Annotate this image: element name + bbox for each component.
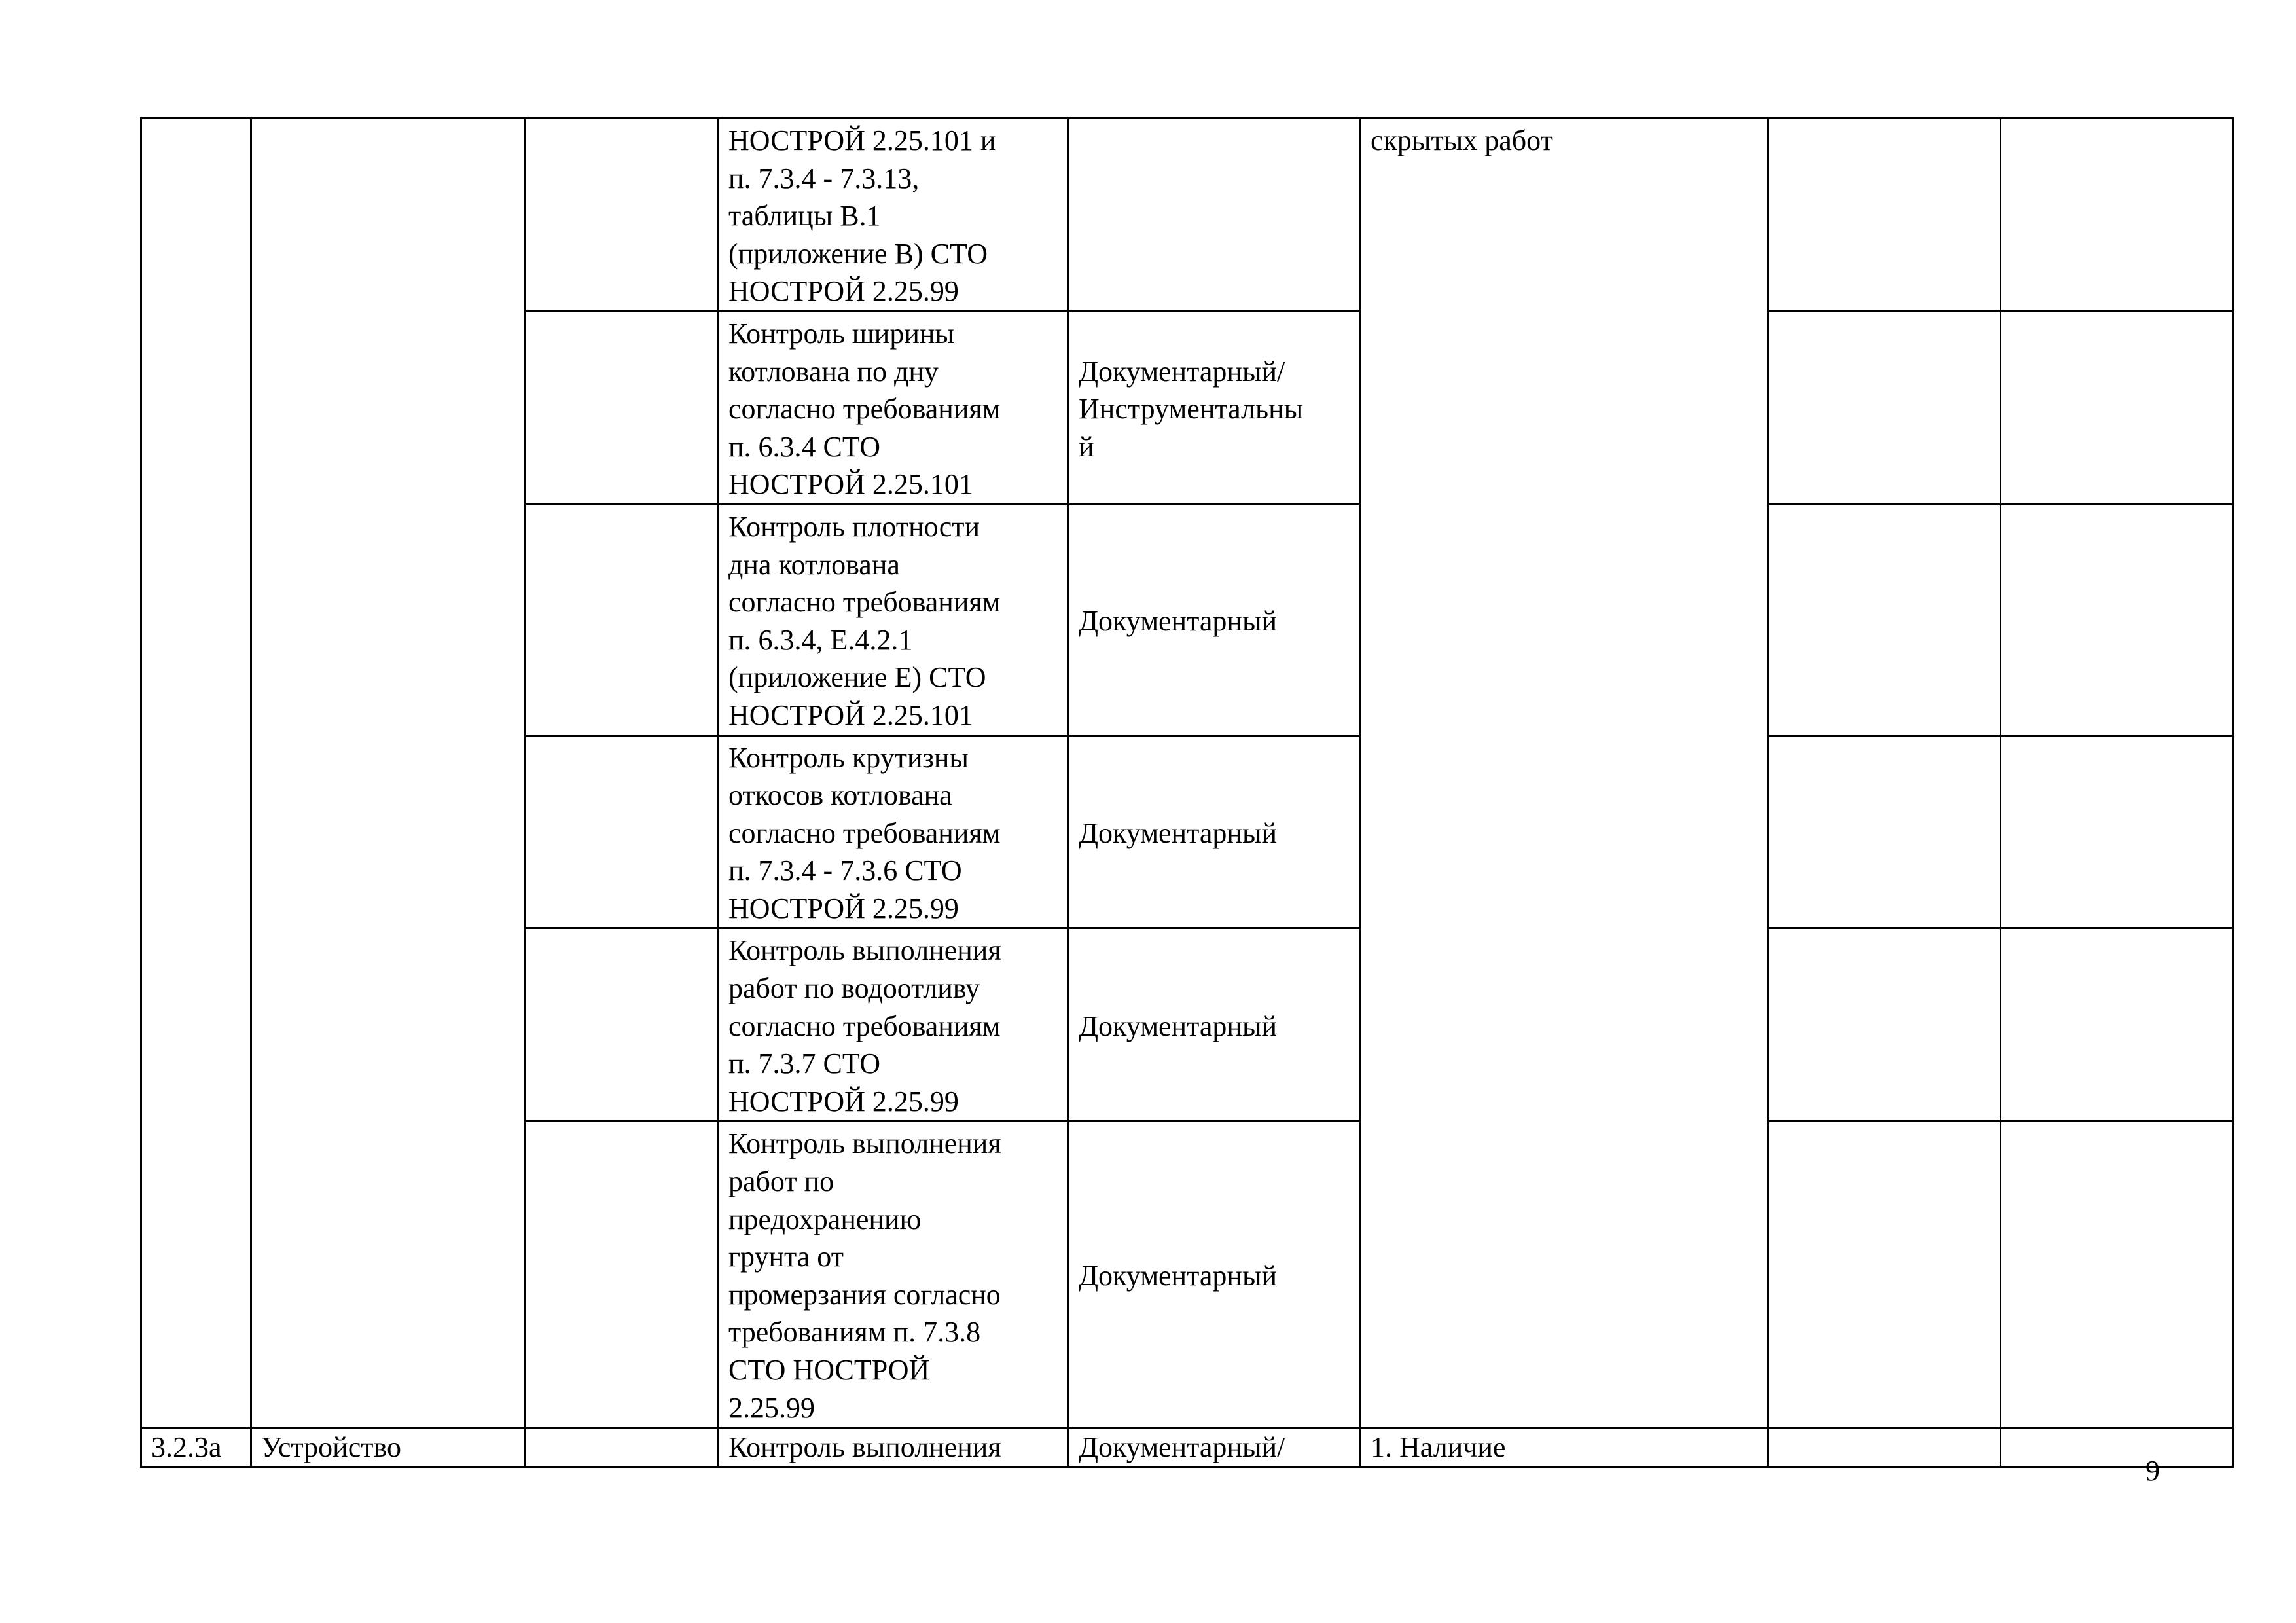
empty-cell — [2001, 735, 2233, 928]
empty-cell — [1768, 928, 2001, 1122]
empty-cell — [525, 311, 719, 504]
method-cell — [1069, 119, 1361, 312]
method-cell: Документарный/ Инструментальны й — [1069, 311, 1361, 504]
empty-cell — [2001, 1428, 2233, 1467]
empty-cell — [1768, 735, 2001, 928]
empty-cell — [2001, 504, 2233, 735]
number-cell — [141, 1428, 251, 1467]
documents-text: 1. Наличие — [1371, 1431, 1506, 1464]
requirement-cell: Контроль крутизны откосов котлована согласно требованиям п. 7.3.4 - 7.3.6 СТО НОСТРОЙ 2.25.99 — [719, 735, 1069, 928]
documents-cell — [1361, 1428, 1768, 1467]
empty-cell — [1768, 311, 2001, 504]
empty-cell — [1768, 1428, 2001, 1467]
method-cell: Документарный — [1069, 735, 1361, 928]
empty-cell — [2001, 1122, 2233, 1428]
method-text: Документарный/ — [1079, 1431, 1285, 1464]
method-cell: Документарный — [1069, 504, 1361, 735]
table-row — [141, 1428, 2233, 1467]
empty-cell — [525, 119, 719, 312]
empty-cell — [525, 1122, 719, 1428]
requirement-cell: Контроль выполнения работ по водоотливу согласно требованиям п. 7.3.7 СТО НОСТРОЙ 2.25.99 — [719, 928, 1069, 1122]
work-cell — [251, 1428, 525, 1467]
empty-cell — [2001, 928, 2233, 1122]
empty-cell — [1768, 1122, 2001, 1428]
item-number: 3.2.3а — [151, 1431, 222, 1464]
requirement-cell: Контроль ширины котлована по дну согласно требованиям п. 6.3.4 СТО НОСТРОЙ 2.25.101 — [719, 311, 1069, 504]
empty-cell — [525, 504, 719, 735]
method-cell: Документарный — [1069, 1122, 1361, 1428]
empty-cell — [2001, 311, 2233, 504]
method-cell: Документарный — [1069, 928, 1361, 1122]
empty-cell — [1768, 119, 2001, 312]
table-row — [141, 119, 2233, 312]
empty-cell — [2001, 119, 2233, 312]
requirement-cell: Контроль плотности дна котлована согласно требованиям п. 6.3.4, Е.4.2.1 (приложение Е) СТО НОСТРОЙ 2.25.101 — [719, 504, 1069, 735]
empty-cell — [525, 928, 719, 1122]
work-name: Устройство — [261, 1431, 401, 1464]
documents-cell: скрытых работ — [1361, 119, 1768, 1428]
inspection-table — [140, 117, 2234, 1468]
requirement-cell: НОСТРОЙ 2.25.101 и п. 7.3.4 - 7.3.13, таблицы В.1 (приложение В) СТО НОСТРОЙ 2.25.99 — [719, 119, 1069, 312]
page-number: 9 — [2145, 1455, 2160, 1487]
method-cell — [1069, 1428, 1361, 1467]
empty-cell — [525, 735, 719, 928]
requirement-cell — [719, 1428, 1069, 1467]
work-cell — [251, 119, 525, 1428]
requirement-text: Контроль выполнения — [728, 1431, 1001, 1464]
requirement-cell: Контроль выполнения работ по предохранению грунта от промерзания согласно требованиям п. 7.3.8 СТО НОСТРОЙ 2.25.99 — [719, 1122, 1069, 1428]
empty-cell — [525, 1428, 719, 1467]
number-cell — [141, 119, 251, 1428]
empty-cell — [1768, 504, 2001, 735]
